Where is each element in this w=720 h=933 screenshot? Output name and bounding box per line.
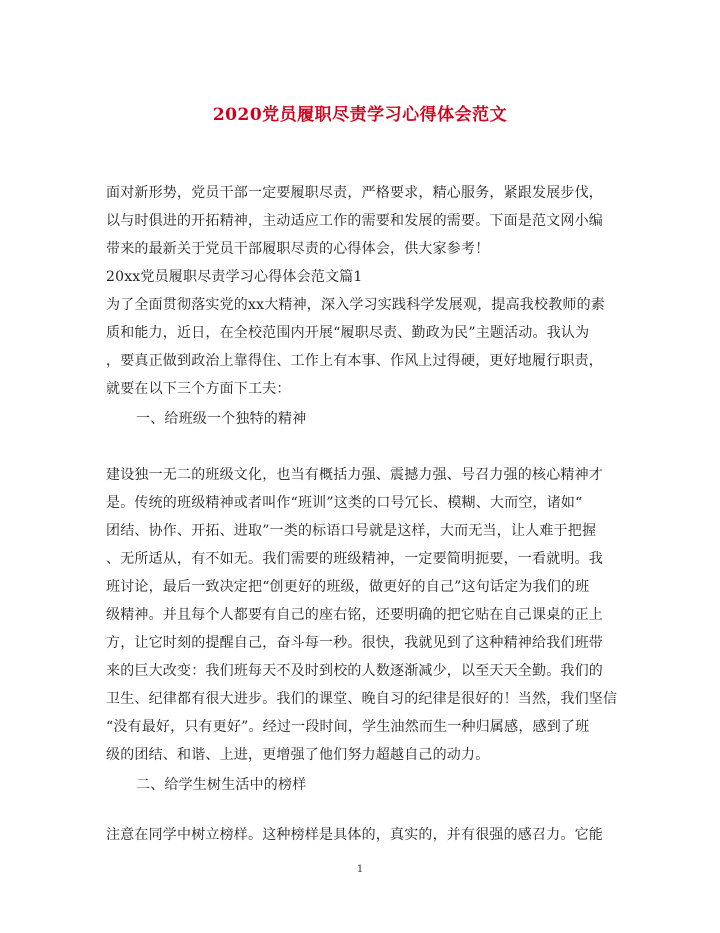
paragraph-line: 方，让它时刻的提醒自己，奋斗每一秒。很快，我就见到了这种精神给我们班带 bbox=[106, 635, 603, 651]
intro-line: 以与时俱进的开拓精神，主动适应工作的需要和发展的需要。下面是范文网小编 bbox=[106, 213, 603, 229]
page-number: 1 bbox=[356, 864, 364, 875]
paragraph-line: 来的巨大改变：我们班每天不及时到校的人数逐渐减少，以至天天全勤。我们的 bbox=[106, 663, 603, 679]
paragraph-line: 是。传统的班级精神或者叫作“班训”这类的口号冗长、模糊、大而空，诸如“ bbox=[106, 495, 583, 511]
paragraph-line: 团结、协作、开拓、进取”一类的标语口号就是这样，大而无当，让人难于把握 bbox=[106, 523, 597, 539]
paragraph-line: 就要在以下三个方面下工夫： bbox=[106, 381, 291, 397]
intro-line: 面对新形势，党员干部一定要履职尽责，严格要求，精心服务，紧跟发展步伐， bbox=[106, 185, 603, 201]
paragraph-line: 质和能力，近日，在全校范围内开展“履职尽责、勤政为民”主题活动。我认为 bbox=[106, 325, 590, 341]
section-title: 20xx党员履职尽责学习心得体会范文篇1 bbox=[106, 269, 363, 285]
paragraph-line: 班讨论，最后一致决定把“创更好的班级，做更好的自己”这句话定为我们的班 bbox=[106, 579, 590, 595]
paragraph-line: 级的团结、和谐、上进，更增强了他们努力超越自己的动力。 bbox=[106, 747, 490, 763]
paragraph-line: 卫生、纪律都有很大进步。我们的课堂、晚自习的纪律是很好的！当然，我们坚信 bbox=[106, 691, 618, 707]
paragraph-line: ，要真正做到政治上靠得住、工作上有本事、作风上过得硬，更好地履行职责， bbox=[106, 353, 603, 369]
paragraph-line: 建设独一无二的班级文化，也当有概括力强、震撼力强、号召力强的核心精神才 bbox=[106, 467, 603, 483]
paragraph-line: 注意在同学中树立榜样。这种榜样是具体的，真实的，并有很强的感召力。它能 bbox=[106, 827, 603, 843]
document-title: 2020党员履职尽责学习心得体会范文 bbox=[212, 105, 508, 125]
paragraph-line: 、无所适从，有不如无。我们需要的班级精神，一定要简明扼要，一看就明。我 bbox=[106, 551, 603, 567]
subheading: 一、给班级一个独特的精神 bbox=[136, 411, 307, 427]
paragraph-line: 为了全面贯彻落实党的xx大精神，深入学习实践科学发展观，提高我校教师的素 bbox=[106, 297, 605, 313]
intro-line: 带来的最新关于党员干部履职尽责的心得体会，供大家参考！ bbox=[106, 241, 490, 257]
subheading: 二、给学生树生活中的榜样 bbox=[136, 777, 307, 793]
paragraph-line: 级精神。并且每个人都要有自己的座右铭，还要明确的把它贴在自己课桌的正上 bbox=[106, 607, 603, 623]
paragraph-line: “没有最好，只有更好”。经过一段时间，学生油然而生一种归属感，感到了班 bbox=[106, 719, 590, 735]
